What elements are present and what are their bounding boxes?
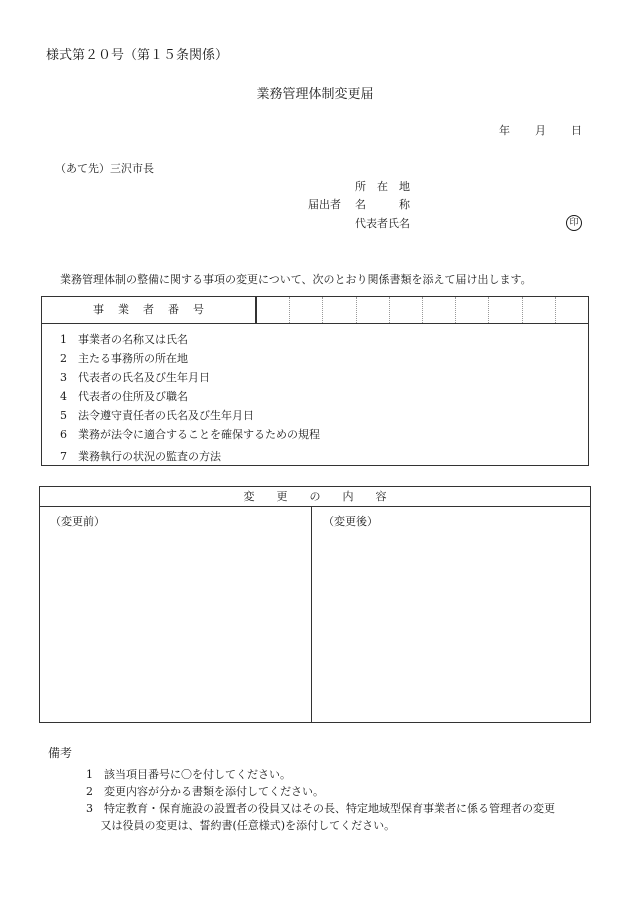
note-item: 3 特定教育・保育施設の設置者の役員又はその長、特定地域型保育事業者に係る管理者の変更: [86, 802, 555, 815]
digit-cell[interactable]: [423, 297, 456, 323]
date-month-label: 月: [535, 124, 546, 137]
form-number: 様式第２０号（第１５条関係）: [46, 48, 229, 63]
note-item: 又は役員の変更は、誓約書(任意様式)を添付してください。: [86, 819, 396, 832]
addressee: （あて先）三沢市長: [55, 162, 154, 175]
note-item: 2 変更内容が分かる書類を添付してください。: [86, 785, 324, 798]
list-item[interactable]: 6 業務が法令に適合することを確保するための規程: [60, 428, 320, 441]
column-divider: [311, 507, 312, 722]
digit-cell[interactable]: [290, 297, 323, 323]
business-number-cells[interactable]: [256, 297, 588, 323]
name-label: 名 称: [355, 198, 410, 211]
digit-cell[interactable]: [390, 297, 423, 323]
seal-mark: 印: [566, 215, 582, 231]
after-label: （変更後）: [323, 515, 378, 528]
digit-cell[interactable]: [556, 297, 588, 323]
list-item[interactable]: 3 代表者の氏名及び生年月日: [60, 371, 210, 384]
document-title: 業務管理体制変更届: [256, 87, 374, 102]
date-day-label: 日: [571, 124, 582, 137]
date-year-label: 年: [499, 124, 510, 137]
digit-cell[interactable]: [489, 297, 522, 323]
digit-cell[interactable]: [523, 297, 556, 323]
business-number-row: [42, 297, 588, 324]
list-item[interactable]: 5 法令遵守責任者の氏名及び生年月日: [60, 409, 254, 422]
business-number-box: [41, 296, 589, 466]
note-item: 1 該当項目番号に〇を付してください。: [86, 768, 291, 781]
list-item[interactable]: 2 主たる事務所の所在地: [60, 352, 188, 365]
intro-text: 業務管理体制の整備に関する事項の変更について、次のとおり関係書類を添えて届け出します。: [60, 273, 532, 286]
list-item[interactable]: 1 事業者の名称又は氏名: [60, 333, 188, 346]
change-contents-box: [39, 486, 591, 723]
change-contents-heading: 変更の内容: [40, 487, 590, 507]
representative-label: 代表者氏名: [355, 217, 410, 230]
applicant-label: 届出者: [308, 198, 341, 211]
list-item[interactable]: 7 業務執行の状況の監査の方法: [60, 450, 221, 463]
before-label: （変更前）: [50, 515, 105, 528]
digit-cell[interactable]: [256, 297, 290, 323]
digit-cell[interactable]: [323, 297, 356, 323]
digit-cell[interactable]: [357, 297, 390, 323]
list-item[interactable]: 4 代表者の住所及び職名: [60, 390, 188, 403]
business-number-label: 事業者番号: [42, 297, 256, 323]
notes-heading: 備考: [48, 746, 73, 760]
digit-cell[interactable]: [456, 297, 489, 323]
address-label: 所 在 地: [355, 180, 410, 193]
